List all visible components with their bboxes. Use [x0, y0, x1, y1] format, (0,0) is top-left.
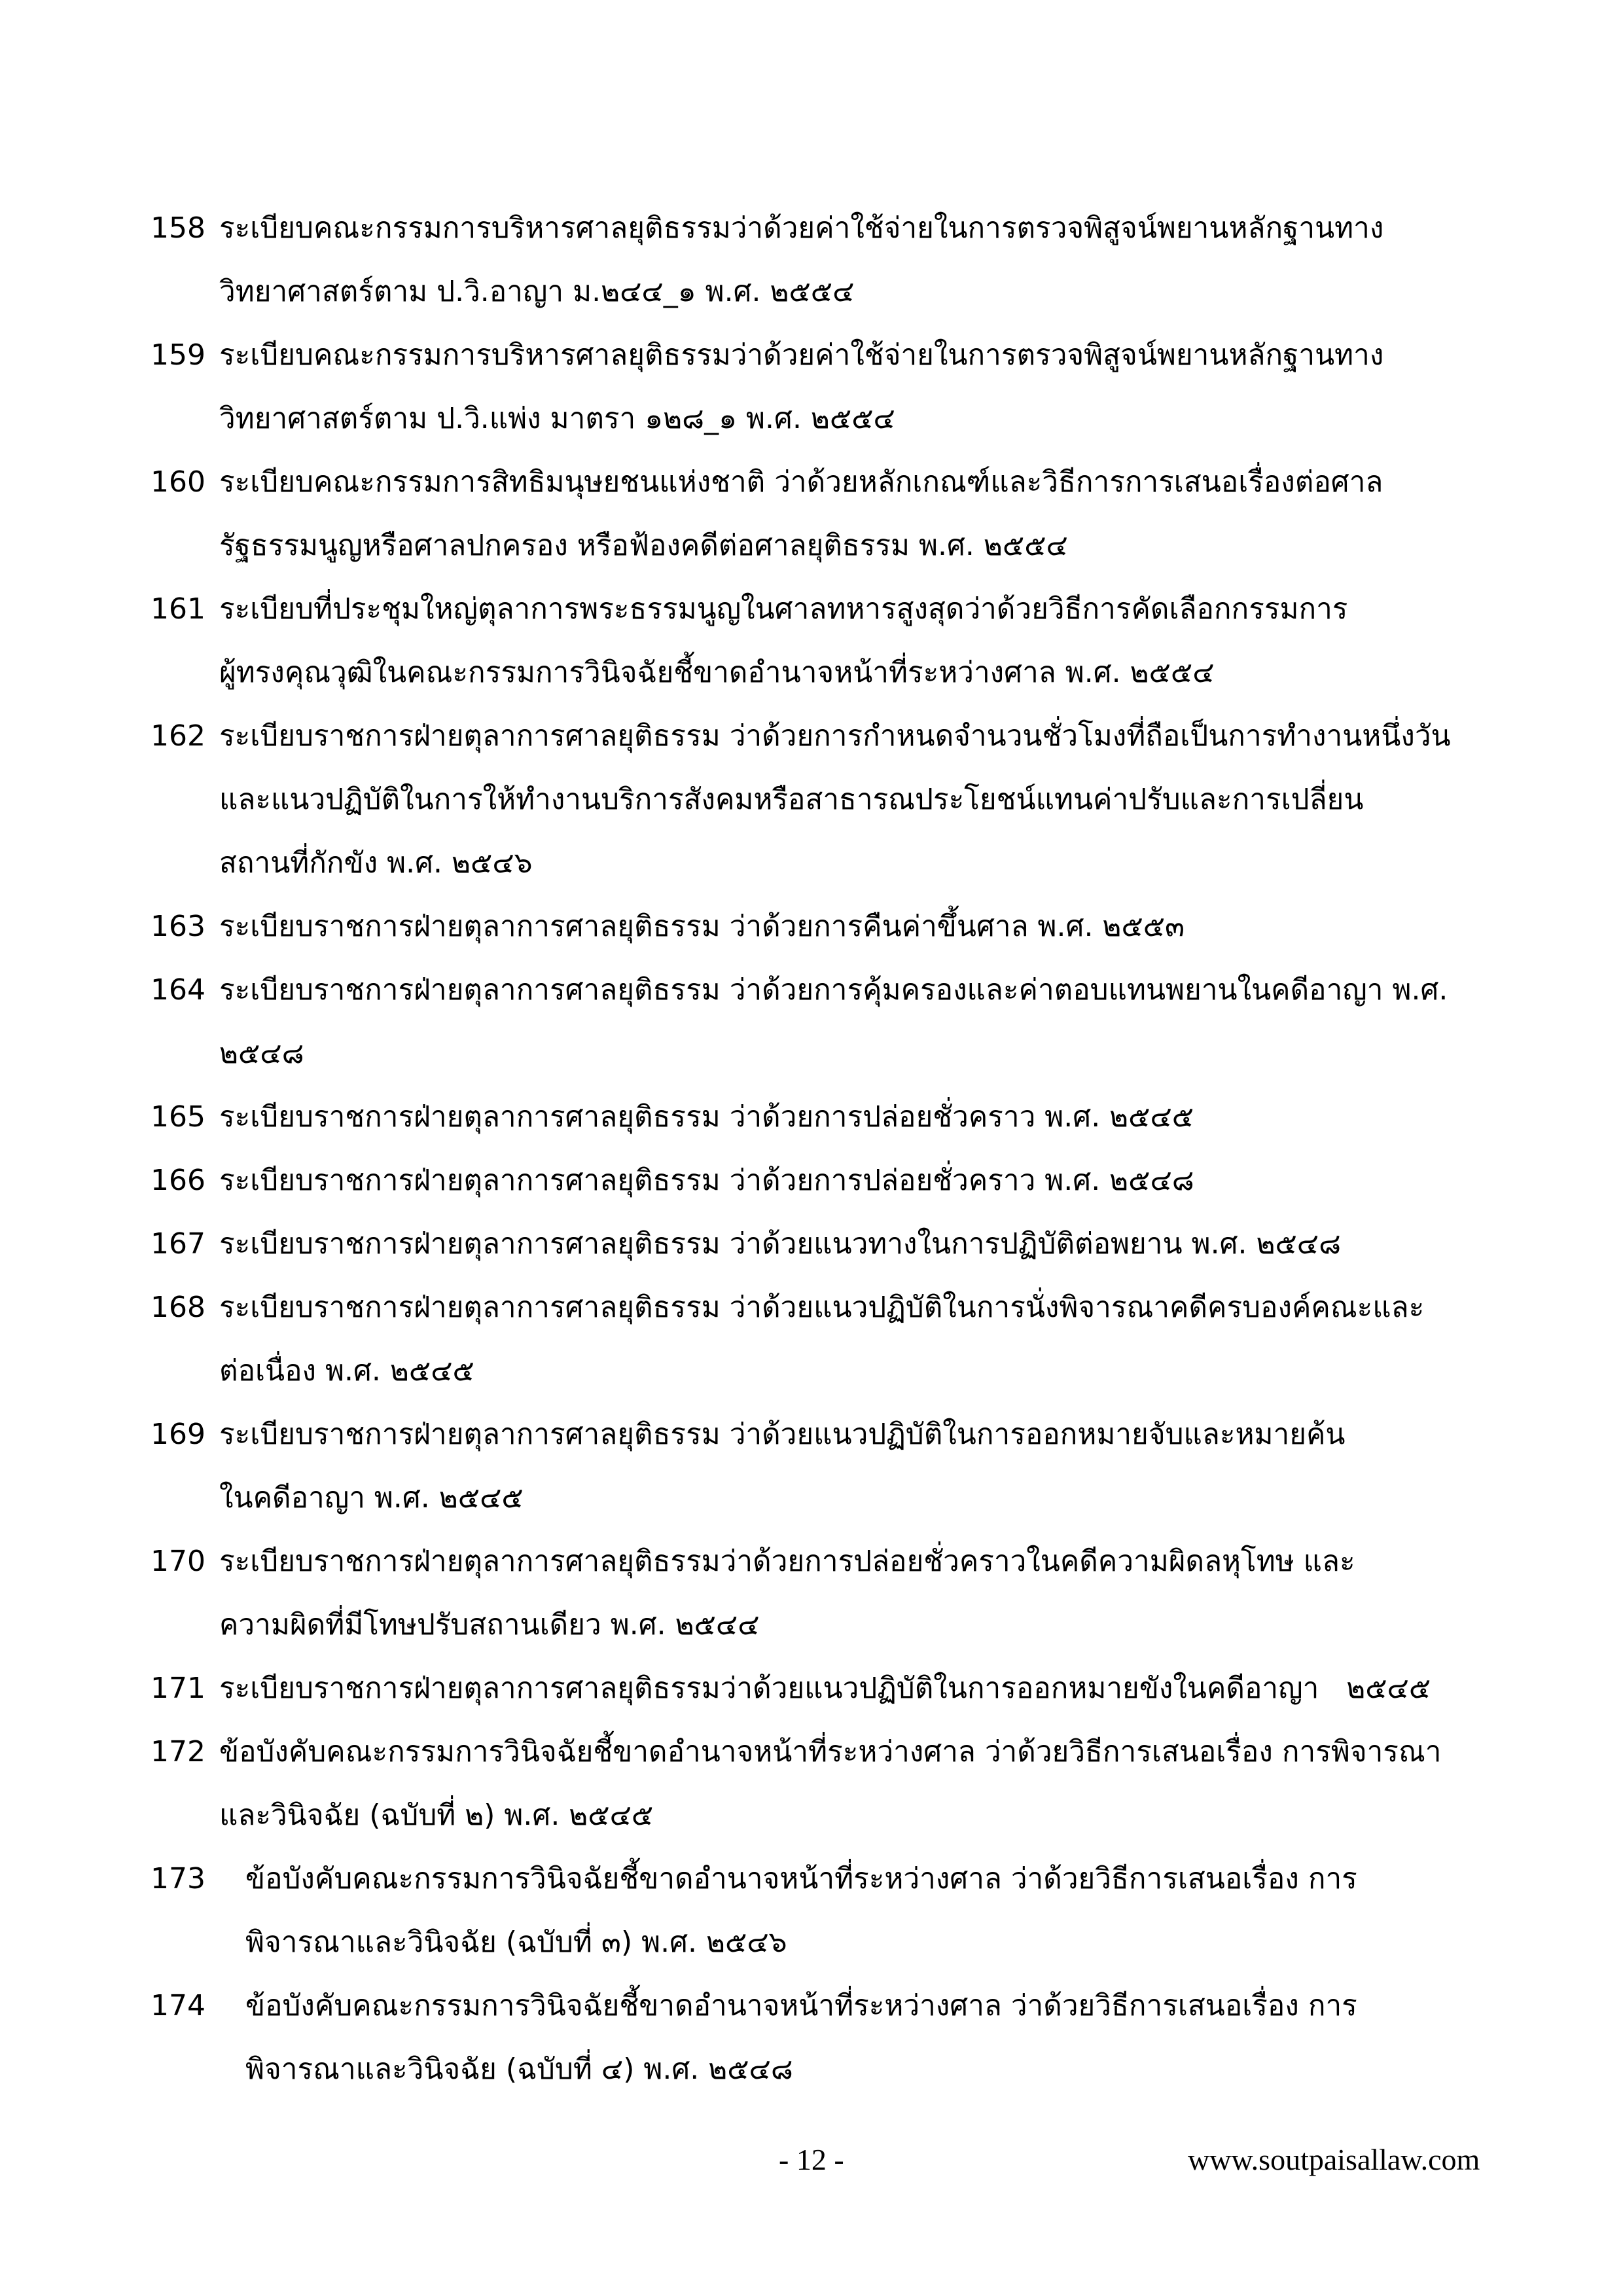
item-number: 169 — [151, 1418, 205, 1451]
regulation-list — [151, 196, 1525, 2101]
item-text-line: ระเบียบราชการฝ่ายตุลาการศาลยุติธรรม ว่าด้วยการปล่อยชั่วคราว พ.ศ. ๒๕๔๕ — [219, 1100, 1194, 1134]
item-text — [219, 1530, 1525, 1657]
item-text-line: ข้อบังคับคณะกรรมการวินิจฉัยชี้ขาดอำนาจหน้าที่ระหว่างศาล ว่าด้วยวิธีการเสนอเรื่อง การ — [245, 1862, 1357, 1895]
list-item-162 — [151, 704, 1525, 895]
page-number: - 12 - — [779, 2143, 844, 2176]
list-item-173 — [151, 1847, 1525, 1974]
item-text-line: ระเบียบราชการฝ่ายตุลาการศาลยุติธรรมว่าด้วยแนวปฏิบัติในการออกหมายขังในคดีอาญา ๒๕๔๕ — [219, 1672, 1431, 1705]
list-item-161 — [151, 577, 1525, 704]
item-text-line: ระเบียบคณะกรรมการสิทธิมนุษยชนแห่งชาติ ว่าด้วยหลักเกณฑ์และวิธีการการเสนอเรื่องต่อศาล — [219, 465, 1383, 499]
item-text-line: วิทยาศาสตร์ตาม ป.วิ.อาญา ม.๒๔๔_๑ พ.ศ. ๒๕๕๔ — [219, 275, 855, 308]
item-text-line: ระเบียบราชการฝ่ายตุลาการศาลยุติธรรม ว่าด้วยแนวปฏิบัติในการนั่งพิจารณาคดีครบองค์คณะและ — [219, 1291, 1425, 1324]
item-number: 160 — [151, 465, 205, 499]
item-text-line: ต่อเนื่อง พ.ศ. ๒๕๔๕ — [219, 1354, 474, 1388]
item-text-line: ๒๕๔๘ — [219, 1037, 304, 1070]
item-number: 172 — [151, 1735, 205, 1768]
item-number: 159 — [151, 338, 205, 372]
item-text-line: พิจารณาและวินิจฉัย (ฉบับที่ ๔) พ.ศ. ๒๕๔๘ — [245, 2053, 793, 2086]
item-number: 166 — [151, 1164, 205, 1197]
item-text — [219, 1085, 1525, 1149]
list-item-168 — [151, 1276, 1525, 1403]
item-text — [245, 1847, 1525, 1974]
item-text-line: ระเบียบราชการฝ่ายตุลาการศาลยุติธรรม ว่าด้วยการกำหนดจำนวนชั่วโมงที่ถือเป็นการทำงานหนึ่งวัน — [219, 719, 1451, 753]
item-text-line: สถานที่กักขัง พ.ศ. ๒๕๔๖ — [219, 846, 533, 880]
item-text — [219, 1403, 1525, 1530]
item-text-line: ระเบียบที่ประชุมใหญ่ตุลาการพระธรรมนูญในศาลทหารสูงสุดว่าด้วยวิธีการคัดเลือกกรรมการ — [219, 592, 1348, 626]
list-item-159 — [151, 323, 1525, 450]
item-number: 173 — [151, 1862, 205, 1895]
item-text — [245, 1974, 1525, 2101]
item-number: 168 — [151, 1291, 205, 1324]
list-item-171 — [151, 1657, 1525, 1720]
item-text-line: พิจารณาและวินิจฉัย (ฉบับที่ ๓) พ.ศ. ๒๕๔๖ — [245, 1926, 787, 1959]
item-text-line: ระเบียบราชการฝ่ายตุลาการศาลยุติธรรม ว่าด้วยการคุ้มครองและค่าตอบแทนพยานในคดีอาญา พ.ศ. — [219, 973, 1448, 1007]
item-number: 162 — [151, 719, 205, 753]
item-number: 164 — [151, 973, 205, 1007]
list-item-169 — [151, 1403, 1525, 1530]
item-text-line: และแนวปฏิบัติในการให้ทำงานบริการสังคมหรือสาธารณประโยชน์แทนค่าปรับและการเปลี่ยน — [219, 783, 1364, 816]
item-text-line: ระเบียบราชการฝ่ายตุลาการศาลยุติธรรม ว่าด้วยแนวทางในการปฏิบัติต่อพยาน พ.ศ. ๒๕๔๘ — [219, 1227, 1342, 1261]
item-text-line: ระเบียบราชการฝ่ายตุลาการศาลยุติธรรม ว่าด้วยการปล่อยชั่วคราว พ.ศ. ๒๕๔๘ — [219, 1164, 1194, 1197]
item-text-line: ข้อบังคับคณะกรรมการวินิจฉัยชี้ขาดอำนาจหน้าที่ระหว่างศาล ว่าด้วยวิธีการเสนอเรื่อง การพิจารณา — [219, 1735, 1442, 1768]
item-number: 161 — [151, 592, 205, 626]
item-text-line: รัฐธรรมนูญหรือศาลปกครอง หรือฟ้องคดีต่อศาลยุติธรรม พ.ศ. ๒๕๕๔ — [219, 529, 1068, 562]
item-text — [219, 895, 1525, 958]
item-text — [219, 577, 1525, 704]
item-text — [219, 1149, 1525, 1212]
item-text-line: ระเบียบคณะกรรมการบริหารศาลยุติธรรมว่าด้วยค่าใช้จ่ายในการตรวจพิสูจน์พยานหลักฐานทาง — [219, 211, 1384, 245]
item-text — [219, 1657, 1525, 1720]
item-text — [219, 323, 1525, 450]
item-number: 163 — [151, 910, 205, 943]
item-text — [219, 704, 1525, 895]
list-item-158 — [151, 196, 1525, 323]
item-number: 165 — [151, 1100, 205, 1134]
list-item-160 — [151, 450, 1525, 577]
item-text-line: ในคดีอาญา พ.ศ. ๒๕๔๕ — [219, 1481, 524, 1515]
list-item-172 — [151, 1720, 1525, 1847]
item-text-line: ข้อบังคับคณะกรรมการวินิจฉัยชี้ขาดอำนาจหน้าที่ระหว่างศาล ว่าด้วยวิธีการเสนอเรื่อง การ — [245, 1989, 1357, 2022]
item-text-line: ระเบียบคณะกรรมการบริหารศาลยุติธรรมว่าด้วยค่าใช้จ่ายในการตรวจพิสูจน์พยานหลักฐานทาง — [219, 338, 1384, 372]
item-number: 171 — [151, 1672, 205, 1705]
item-text-line: ระเบียบราชการฝ่ายตุลาการศาลยุติธรรม ว่าด้วยแนวปฏิบัติในการออกหมายจับและหมายค้น — [219, 1418, 1346, 1451]
list-item-164 — [151, 958, 1525, 1085]
item-text — [219, 1276, 1525, 1403]
item-text — [219, 450, 1525, 577]
item-text — [219, 196, 1525, 323]
list-item-165 — [151, 1085, 1525, 1149]
item-text-line: ระเบียบราชการฝ่ายตุลาการศาลยุติธรรมว่าด้วยการปล่อยชั่วคราวในคดีความผิดลหุโทษ และ — [219, 1545, 1355, 1578]
item-text — [219, 1212, 1525, 1276]
item-number: 158 — [151, 211, 205, 245]
item-text-line: ผู้ทรงคุณวุฒิในคณะกรรมการวินิจฉัยชี้ขาดอำนาจหน้าที่ระหว่างศาล พ.ศ. ๒๕๕๔ — [219, 656, 1215, 689]
item-number: 170 — [151, 1545, 205, 1578]
list-item-166 — [151, 1149, 1525, 1212]
item-text-line: ระเบียบราชการฝ่ายตุลาการศาลยุติธรรม ว่าด้วยการคืนค่าขึ้นศาล พ.ศ. ๒๕๕๓ — [219, 910, 1185, 943]
item-number: 167 — [151, 1227, 205, 1261]
item-text — [219, 958, 1525, 1085]
item-text-line: ความผิดที่มีโทษปรับสถานเดียว พ.ศ. ๒๕๔๔ — [219, 1608, 760, 1641]
list-item-163 — [151, 895, 1525, 958]
item-text — [219, 1720, 1525, 1847]
list-item-174 — [151, 1974, 1525, 2101]
website-footer: www.soutpaisallaw.com — [1188, 2143, 1480, 2176]
item-number: 174 — [151, 1989, 205, 2022]
item-text-line: และวินิจฉัย (ฉบับที่ ๒) พ.ศ. ๒๕๔๕ — [219, 1799, 654, 1832]
item-text-line: วิทยาศาสตร์ตาม ป.วิ.แพ่ง มาตรา ๑๒๘_๑ พ.ศ. ๒๕๕๔ — [219, 402, 895, 435]
list-item-170 — [151, 1530, 1525, 1657]
list-item-167 — [151, 1212, 1525, 1276]
